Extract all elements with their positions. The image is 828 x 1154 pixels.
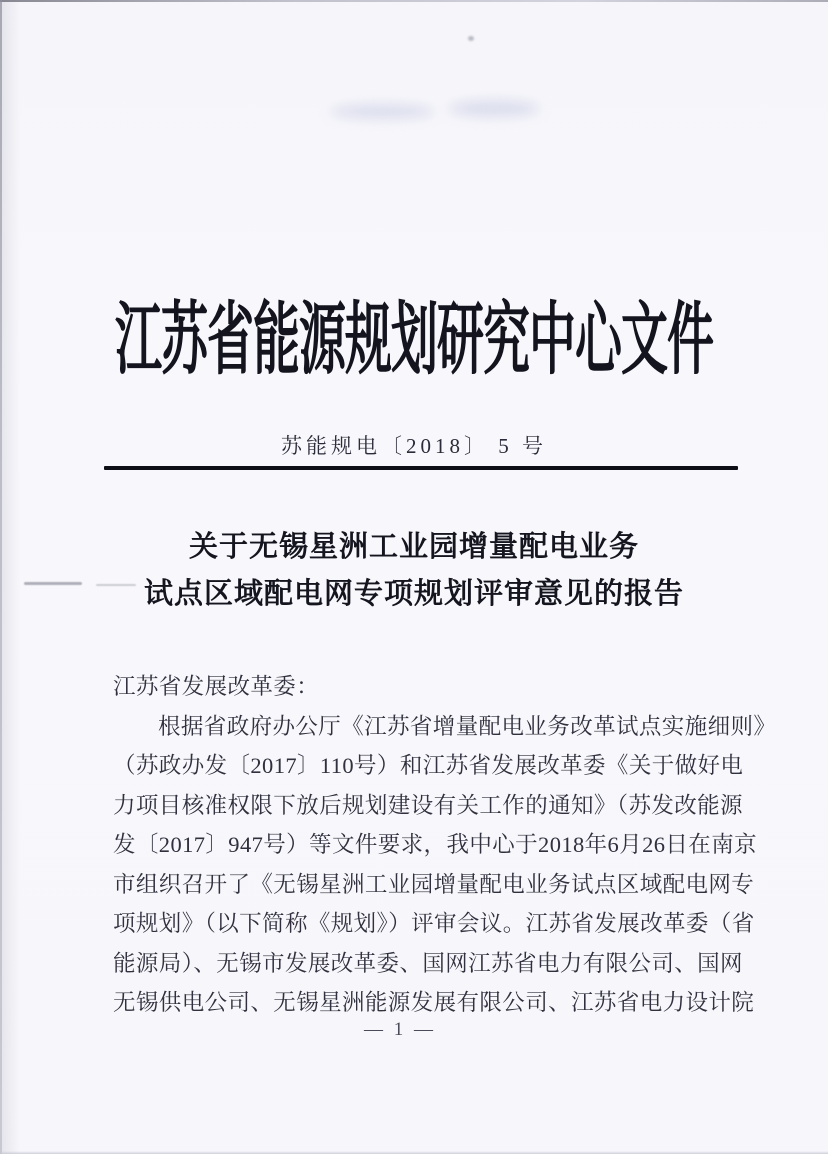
scan-smudge bbox=[448, 100, 540, 117]
letterhead-divider bbox=[104, 466, 738, 470]
body-line: 力项目核准权限下放后规划建设有关工作的通知》（苏发改能源 bbox=[113, 792, 743, 818]
scan-edge-top bbox=[0, 0, 828, 2]
page-number: — 1 — bbox=[364, 1019, 436, 1040]
salutation: 江苏省发展改革委： bbox=[113, 674, 320, 699]
scan-speck bbox=[468, 36, 474, 41]
report-title bbox=[0, 524, 828, 618]
body-line: 无锡供电公司、无锡星洲能源发展有限公司、江苏省电力设计院 bbox=[113, 990, 755, 1015]
body-line: 市组织召开了《无锡星洲工业园增量配电业务试点区域配电网专 bbox=[113, 871, 755, 897]
report-title-line2: 试点区域配电网专项规划评审意见的报告 bbox=[143, 578, 684, 610]
letterhead-org-title-text: 江苏省能源规划研究中心文件 bbox=[115, 296, 713, 385]
document-number: 苏能规电〔2018〕 5 号 bbox=[281, 434, 547, 458]
letter-body bbox=[113, 667, 777, 1023]
letterhead-org-title bbox=[0, 278, 828, 388]
body-line: 能源局）、无锡市发展改革委、国网江苏省电力有限公司、国网 bbox=[113, 950, 743, 976]
body-line: （苏政办发〔2017〕110号）和江苏省发展改革委《关于做好电 bbox=[113, 753, 744, 778]
scan-smudge bbox=[330, 104, 435, 119]
body-line: 项规划》（以下简称《规划》）评审会议。江苏省发展改革委（省 bbox=[113, 911, 755, 936]
body-line: 根据省政府办公厅《江苏省增量配电业务改革试点实施细则》 bbox=[158, 713, 777, 739]
body-line: 发〔2017〕947号）等文件要求，我中心于2018年6月26日在南京 bbox=[113, 832, 758, 857]
report-title-line1: 关于无锡星洲工业园增量配电业务 bbox=[188, 531, 639, 563]
